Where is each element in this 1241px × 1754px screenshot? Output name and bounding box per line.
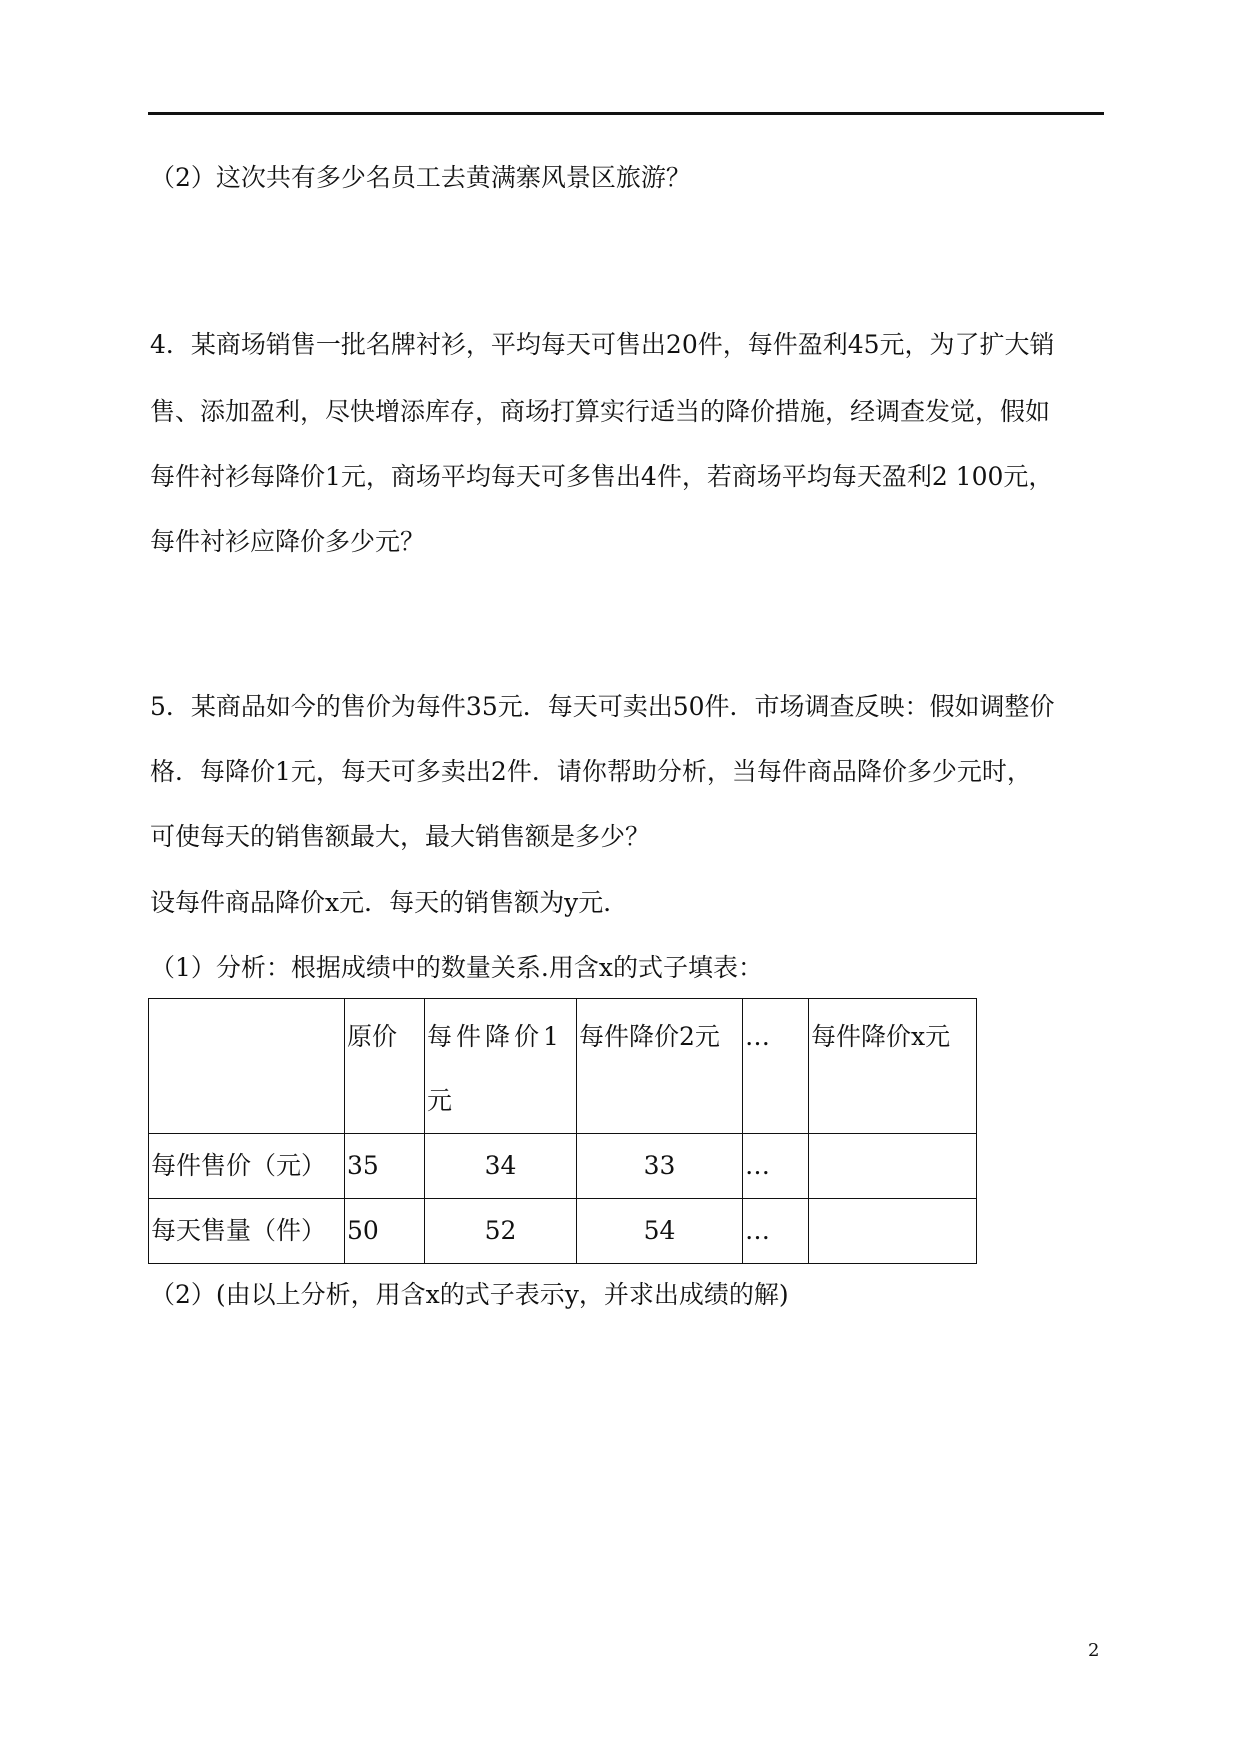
page-number: 2 (1088, 1640, 1100, 1661)
question3-part2: （2）这次共有多少名员工去黄满寨风景区旅游？ (150, 163, 691, 192)
table-header-cell (149, 999, 345, 1134)
question5-part1: （1）分析：根据成绩中的数量关系.用含x的式子填表： (150, 953, 763, 982)
table-header-cell: 每件降价1元 (425, 999, 577, 1134)
question5-setup: 设每件商品降价x元．每天的销售额为y元． (150, 888, 629, 917)
question5-line2: 格．每降价1元，每天可多卖出2件．请你帮助分析，当每件商品降价多少元时， (150, 757, 1032, 786)
table-cell: … (743, 1134, 809, 1199)
table-cell: 50 (345, 1199, 425, 1264)
table-cell: 52 (425, 1199, 577, 1264)
table-header-cell: 每件降价2元 (577, 999, 743, 1134)
question4-line1: 4．某商场销售一批名牌衬衫，平均每天可售出20件，每件盈利45元，为了扩大销 (150, 330, 1055, 359)
table-cell (809, 1134, 977, 1199)
table-cell (809, 1199, 977, 1264)
table-cell: 54 (577, 1199, 743, 1264)
table-header-row (149, 999, 977, 1134)
question5-part2: （2）(由以上分析，用含x的式子表示y，并求出成绩的解) (150, 1280, 789, 1309)
table-cell: 33 (577, 1134, 743, 1199)
question4-line3: 每件衬衫每降价1元，商场平均每天可多售出4件，若商场平均每天盈利2 100元， (150, 462, 1054, 491)
row-label: 每天售量（件） (149, 1199, 345, 1264)
table-cell: 34 (425, 1134, 577, 1199)
question4-line4: 每件衬衫应降价多少元？ (150, 527, 426, 556)
table-cell: … (743, 1199, 809, 1264)
header-rule (148, 112, 1104, 115)
price-table (148, 998, 977, 1264)
table-header-cell: … (743, 999, 809, 1134)
question5-line3: 可使每天的销售额最大，最大销售额是多少？ (150, 822, 651, 851)
table-cell: 35 (345, 1134, 425, 1199)
table-row (149, 1134, 977, 1199)
table-header-cell: 每件降价x元 (809, 999, 977, 1134)
row-label: 每件售价（元） (149, 1134, 345, 1199)
question4-line2: 售、添加盈利，尽快增添库存，商场打算实行适当的降价措施，经调查发觉，假如 (150, 397, 1051, 426)
question5-line1: 5．某商品如今的售价为每件35元．每天可卖出50件．市场调查反映：假如调整价 (150, 692, 1055, 721)
table-row (149, 1199, 977, 1264)
table-header-cell: 原价 (345, 999, 425, 1134)
